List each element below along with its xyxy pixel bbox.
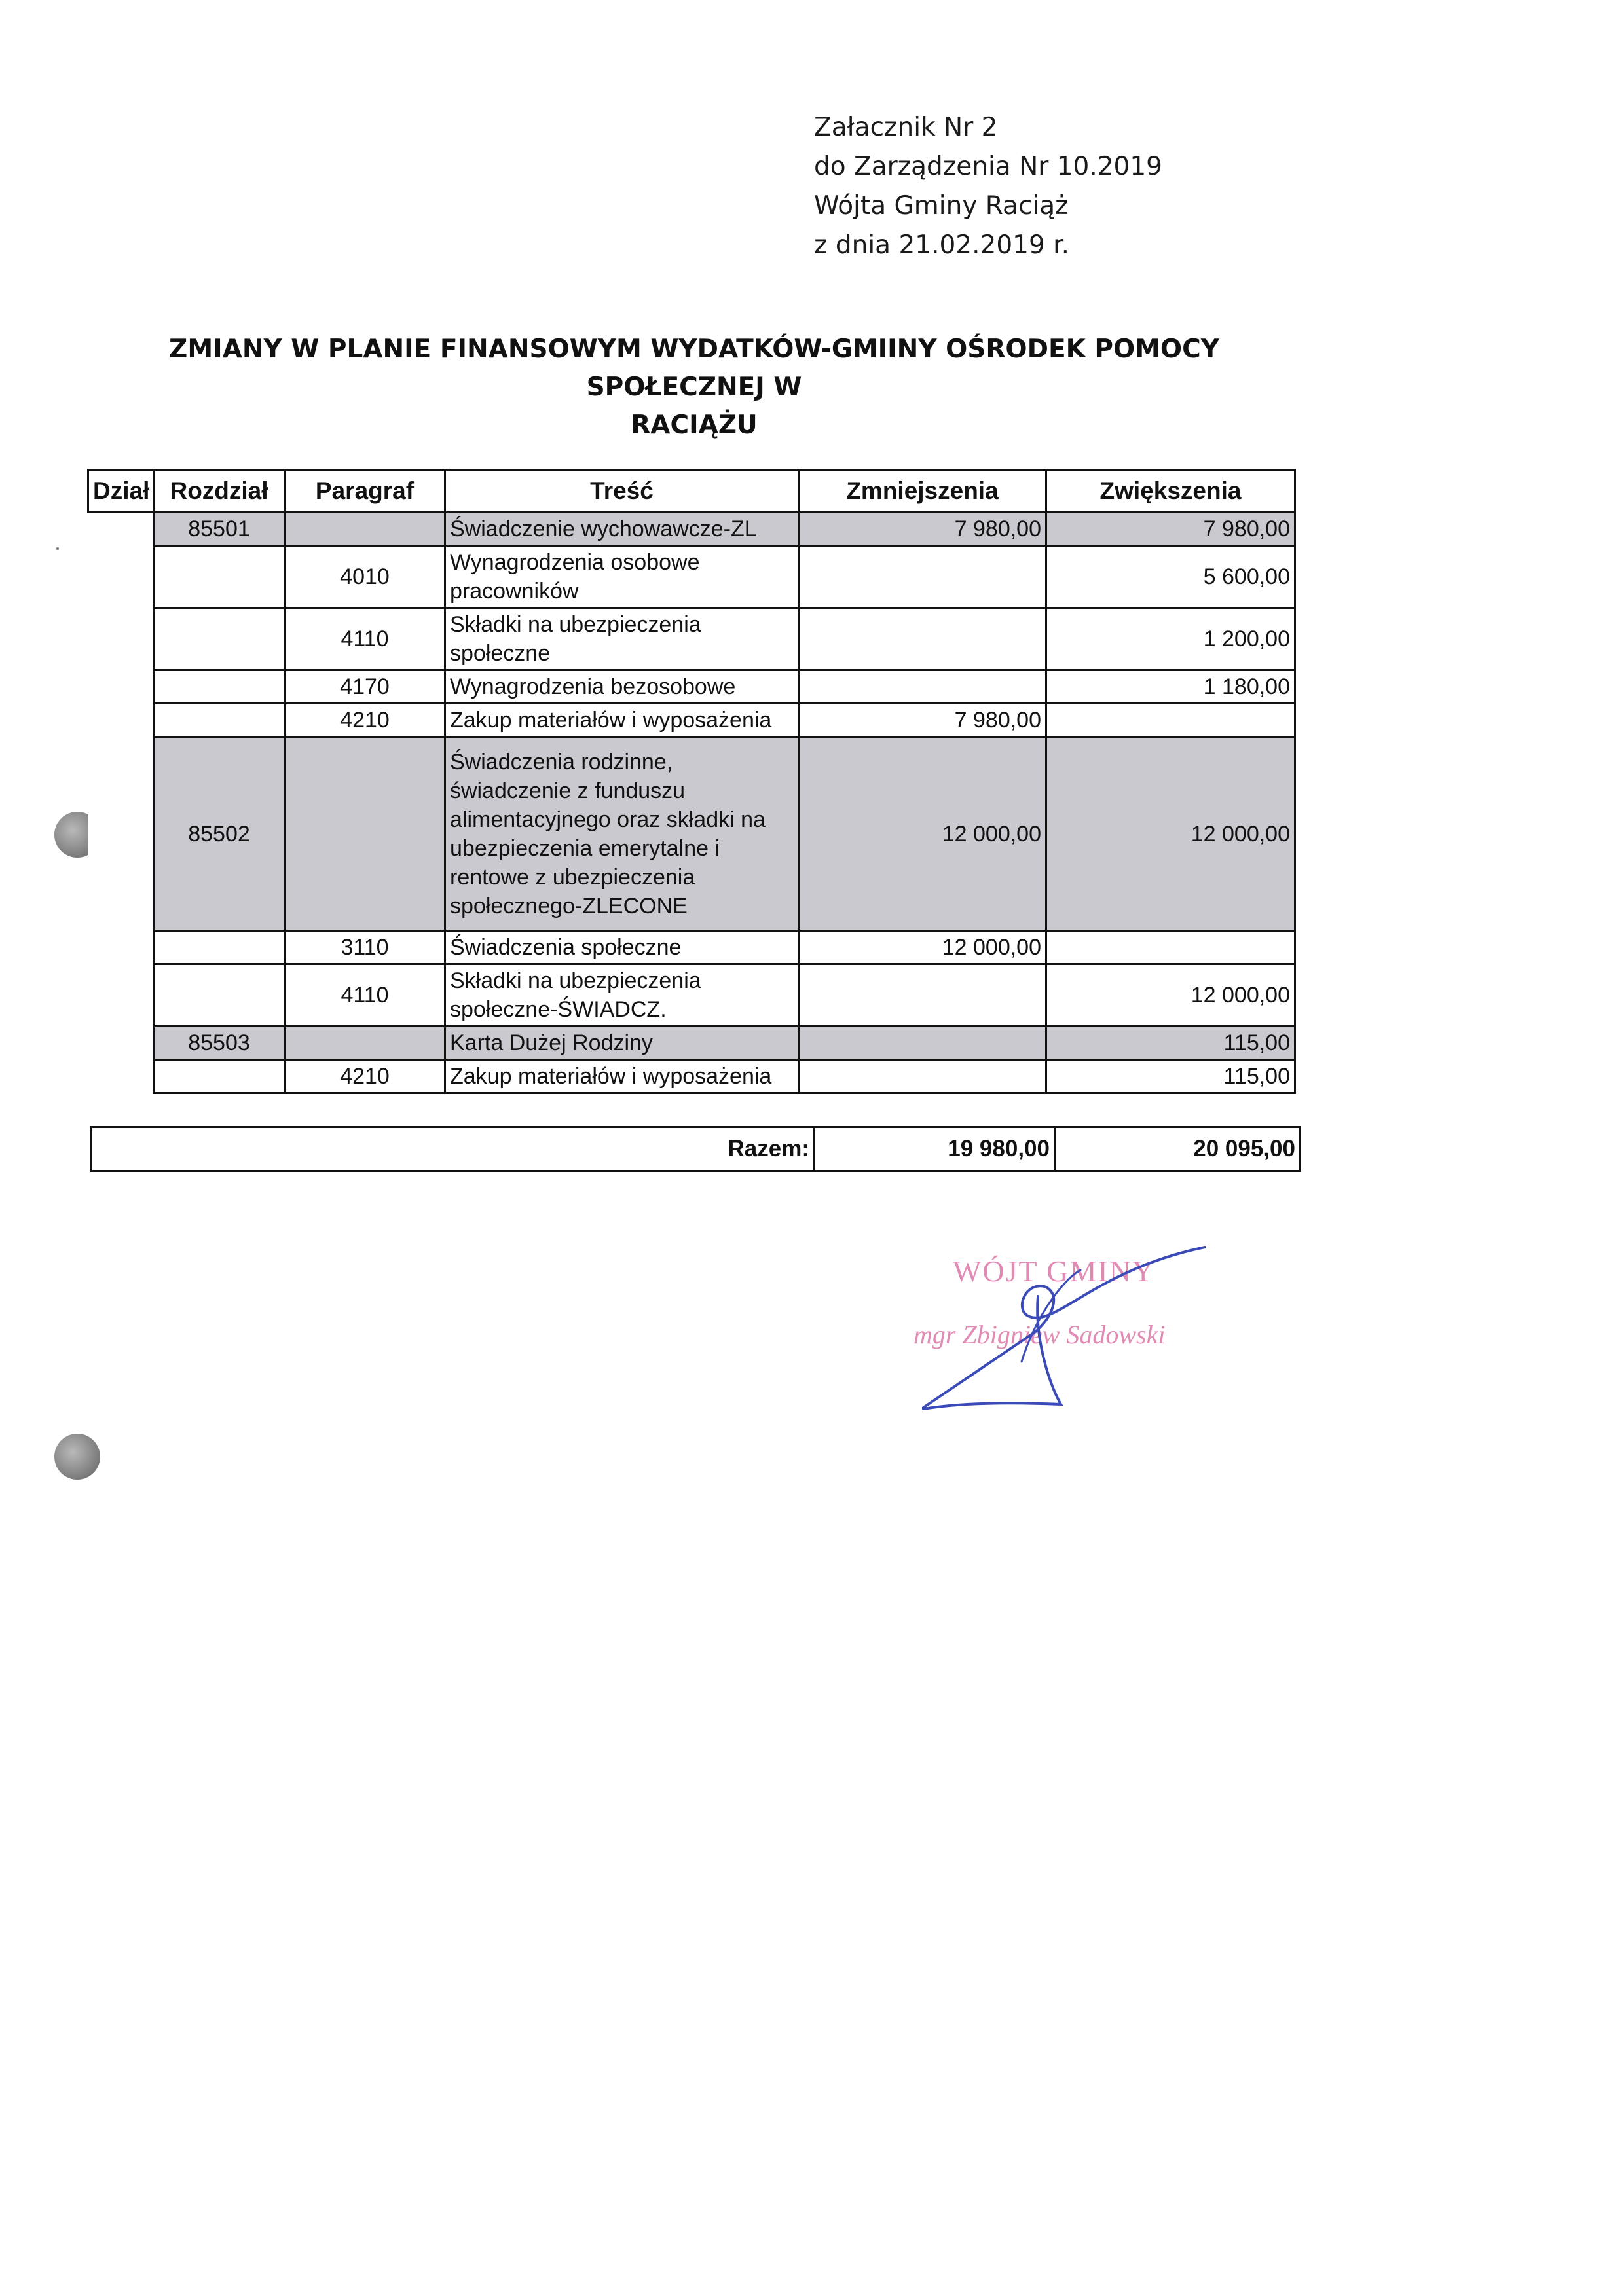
total-label: Razem: [92,1127,815,1171]
tresc-cell: Wynagrodzenia bezosobowe [445,670,799,704]
rozdzial-cell: 85502 [154,737,285,931]
rozdzial-cell [154,704,285,737]
table-row [88,546,1295,608]
table-row [88,704,1295,737]
zmniejszenia-cell [799,608,1046,670]
zmniejszenia-cell [799,670,1046,704]
budget-changes-table [87,469,1296,1094]
zmniejszenia-cell: 12 000,00 [799,737,1046,931]
rozdzial-cell [154,931,285,964]
title-line-2: RACIĄŻU [631,410,758,440]
zmniejszenia-cell: 12 000,00 [799,931,1046,964]
column-header-zmniejszenia: Zmniejszenia [799,470,1046,513]
paragraf-cell [285,1027,445,1060]
column-header-zwiekszenia: Zwiększenia [1046,470,1295,513]
dzial-cell [88,513,154,1093]
tresc-cell: Składki na ubezpieczenia społeczne [445,608,799,670]
zwiekszenia-cell: 1 180,00 [1046,670,1295,704]
table-row [88,931,1295,964]
paragraf-cell: 4210 [285,704,445,737]
table-header-row [88,470,1295,513]
zwiekszenia-cell: 7 980,00 [1046,513,1295,546]
scan-speck [56,547,59,550]
column-header-paragraf: Paragraf [285,470,445,513]
column-header-rozdzial: Rozdział [154,470,285,513]
tresc-cell: Zakup materiałów i wyposażenia [445,1060,799,1093]
paragraf-cell [285,513,445,546]
rozdzial-cell [154,1060,285,1093]
paragraf-cell: 4210 [285,1060,445,1093]
zmniejszenia-cell [799,964,1046,1027]
table-row [88,964,1295,1027]
rozdzial-cell [154,608,285,670]
column-header-tresc: Treść [445,470,799,513]
paragraf-cell: 4170 [285,670,445,704]
tresc-cell: Wynagrodzenia osobowe pracowników [445,546,799,608]
paragraf-cell [285,737,445,931]
stamp-title: WÓJT GMINY [953,1254,1156,1288]
stamp-name: mgr Zbigniew Sadowski [913,1320,1166,1349]
punch-hole-bottom [54,1434,100,1480]
zmniejszenia-cell: 7 980,00 [799,704,1046,737]
tresc-cell: Świadczenia rodzinne, świadczenie z funduszu alimentacyjnego oraz składki na ubezpieczenia emerytalne i rentowe z ubezpieczenia społecznego-ZLECONE [445,737,799,931]
rozdzial-cell [154,546,285,608]
tresc-cell: Karta Dużej Rodziny [445,1027,799,1060]
total-row [92,1127,1301,1171]
table-row [88,608,1295,670]
zwiekszenia-cell: 1 200,00 [1046,608,1295,670]
total-zmniejszenia: 19 980,00 [815,1127,1055,1171]
zwiekszenia-cell: 12 000,00 [1046,964,1295,1027]
zwiekszenia-cell: 5 600,00 [1046,546,1295,608]
total-zwiekszenia: 20 095,00 [1055,1127,1301,1171]
zmniejszenia-cell [799,546,1046,608]
paragraf-cell: 4010 [285,546,445,608]
attachment-header [814,108,1162,265]
zwiekszenia-cell: 115,00 [1046,1027,1295,1060]
total-table [90,1126,1301,1172]
zmniejszenia-cell [799,1060,1046,1093]
rozdzial-cell: 85501 [154,513,285,546]
rozdzial-cell [154,964,285,1027]
zwiekszenia-cell: 12 000,00 [1046,737,1295,931]
tresc-cell: Świadczenia społeczne [445,931,799,964]
header-line-date: z dnia 21.02.2019 r. [814,230,1070,260]
paragraf-cell: 4110 [285,608,445,670]
table-row [88,737,1295,931]
tresc-cell: Zakup materiałów i wyposażenia [445,704,799,737]
zmniejszenia-cell: 7 980,00 [799,513,1046,546]
table-row [88,513,1295,546]
document-title [105,331,1283,445]
tresc-cell: Składki na ubezpieczenia społeczne-ŚWIADCZ. [445,964,799,1027]
table-row [88,1060,1295,1093]
header-line-issuer: Wójta Gminy Raciąż [814,191,1069,221]
header-line-attachment: Załacznik Nr 2 [814,113,998,142]
title-line-1: ZMIANY W PLANIE FINANSOWYM WYDATKÓW-GMIINY OŚRODEK POMOCY SPOŁECZNEJ W [169,335,1219,402]
handwritten-signature [897,1231,1238,1427]
zwiekszenia-cell [1046,931,1295,964]
paragraf-cell: 3110 [285,931,445,964]
table-row [88,670,1295,704]
zwiekszenia-cell: 115,00 [1046,1060,1295,1093]
rozdzial-cell [154,670,285,704]
paragraf-cell: 4110 [285,964,445,1027]
header-line-ordinance: do Zarządzenia Nr 10.2019 [814,152,1162,181]
table-row [88,1027,1295,1060]
rozdzial-cell: 85503 [154,1027,285,1060]
zmniejszenia-cell [799,1027,1046,1060]
zwiekszenia-cell [1046,704,1295,737]
column-header-dzial: Dział [88,470,154,513]
tresc-cell: Świadczenie wychowawcze-ZL [445,513,799,546]
